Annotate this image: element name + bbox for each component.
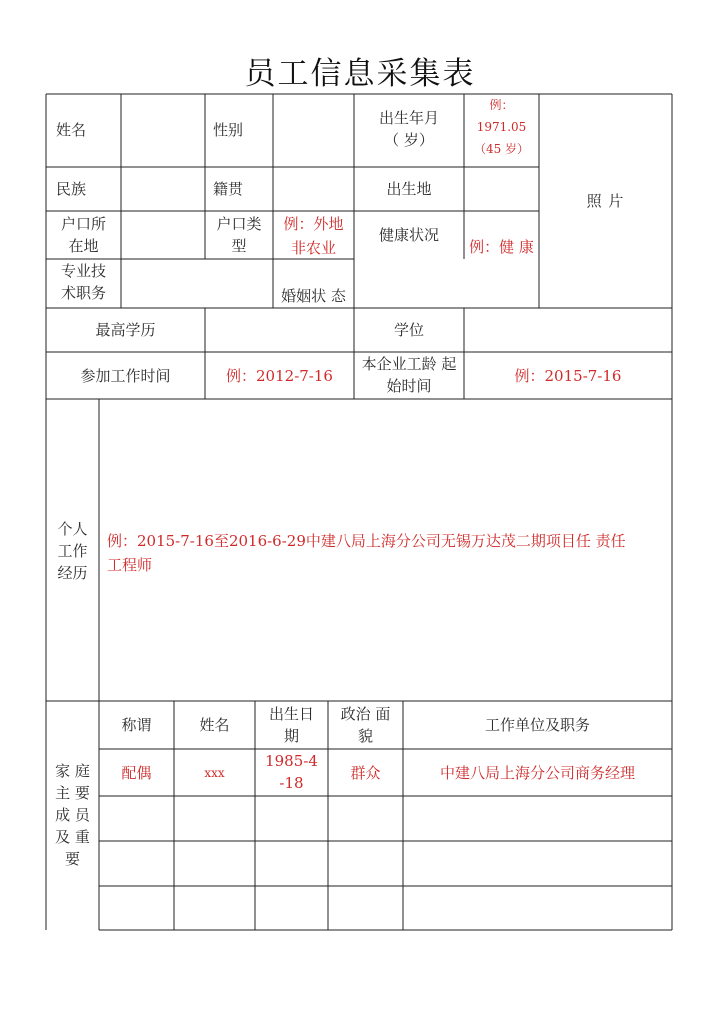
professional-title-line1: 专业技 [60, 262, 106, 280]
work-experience-line3: 经历 [57, 564, 88, 582]
gender-label: 性别 [213, 121, 244, 139]
family-row-dob-line1: 1985-4 [265, 752, 318, 770]
work-experience-example-line1: 例：2015-7-16至2016-6-29中建八局上海分公司无锡万达茂二期项目任 责任 [107, 532, 626, 550]
birth-label-line1: 出生年月 [378, 109, 439, 127]
hukou-type-example [273, 213, 354, 259]
degree-label: 学位 [393, 321, 424, 339]
work-experience-line1: 个人 [57, 520, 88, 538]
family-row-employer: 中建八局上海分公司商务经理 [439, 764, 635, 782]
company-start-example: 例：2015-7-16 [514, 367, 622, 385]
hukou-type-example-line1: 例：外地 [283, 215, 344, 233]
company-start-line2: 始时间 [386, 377, 432, 395]
family-header-name: 姓名 [199, 716, 230, 734]
family-header-relation: 称谓 [121, 716, 152, 734]
family-label-line2: 主 要 [55, 784, 90, 802]
birth-label [354, 107, 464, 151]
family-label-line4: 及 重 [55, 828, 90, 846]
health-example: 例：健 康 [469, 238, 534, 256]
family-row-political: 群众 [350, 764, 381, 782]
professional-title-line2: 术职务 [60, 284, 106, 302]
work-experience-label [46, 518, 99, 584]
work-experience-line2: 工作 [57, 542, 88, 560]
photo-placeholder: 照 片 [586, 192, 625, 210]
birth-label-line2: （ 岁） [384, 131, 434, 149]
family-header-political-line1: 政治 面 [340, 705, 391, 723]
professional-title-label [46, 260, 121, 304]
company-start-label [354, 353, 464, 397]
hukou-location-line2: 在地 [68, 237, 99, 255]
marital-status-label: 婚姻状 态 [281, 287, 346, 305]
family-label-line1: 家 庭 [55, 762, 90, 780]
family-header-dob-line1: 出生日 [268, 705, 314, 723]
work-experience-example [107, 529, 667, 577]
family-label-line3: 成 员 [55, 806, 90, 824]
work-experience-example-line2: 工程师 [107, 556, 153, 574]
native-place-label: 籍贯 [213, 180, 244, 198]
family-header-political-line2: 貌 [357, 727, 373, 745]
family-row-relation: 配偶 [121, 764, 152, 782]
hukou-type-label [205, 213, 273, 257]
family-header-employer: 工作单位及职务 [484, 716, 590, 734]
hukou-type-line1: 户口类 [216, 215, 262, 233]
hukou-location-line1: 户口所 [60, 215, 106, 233]
family-label-line5: 要 [64, 850, 80, 868]
work-start-label: 参加工作时间 [80, 367, 171, 385]
education-label: 最高学历 [95, 321, 156, 339]
ethnicity-label: 民族 [56, 180, 87, 198]
birth-example [464, 96, 539, 158]
family-row-dob-line2: -18 [279, 774, 304, 792]
hukou-type-example-line2: 非农业 [290, 239, 336, 257]
birthplace-label: 出生地 [386, 180, 432, 198]
health-label: 健康状况 [378, 226, 439, 244]
birth-example-line3: （45 岁） [473, 142, 530, 156]
family-row-dob [255, 750, 328, 794]
hukou-location-label [46, 213, 121, 257]
family-header-dob [255, 703, 328, 747]
work-start-example: 例：2012-7-16 [226, 367, 333, 385]
birth-example-line2: 1971.05 [476, 120, 527, 134]
form-title: 员工信息采集表 [244, 56, 476, 92]
family-row-name: xxx [204, 766, 225, 780]
name-label: 姓名 [56, 121, 87, 139]
family-header-dob-line2: 期 [283, 727, 299, 745]
hukou-type-line2: 型 [231, 237, 247, 255]
family-members-label [46, 760, 99, 870]
family-header-political [328, 703, 403, 747]
birth-example-line1: 例： [489, 98, 514, 112]
company-start-line1: 本企业工龄 起 [361, 355, 457, 373]
